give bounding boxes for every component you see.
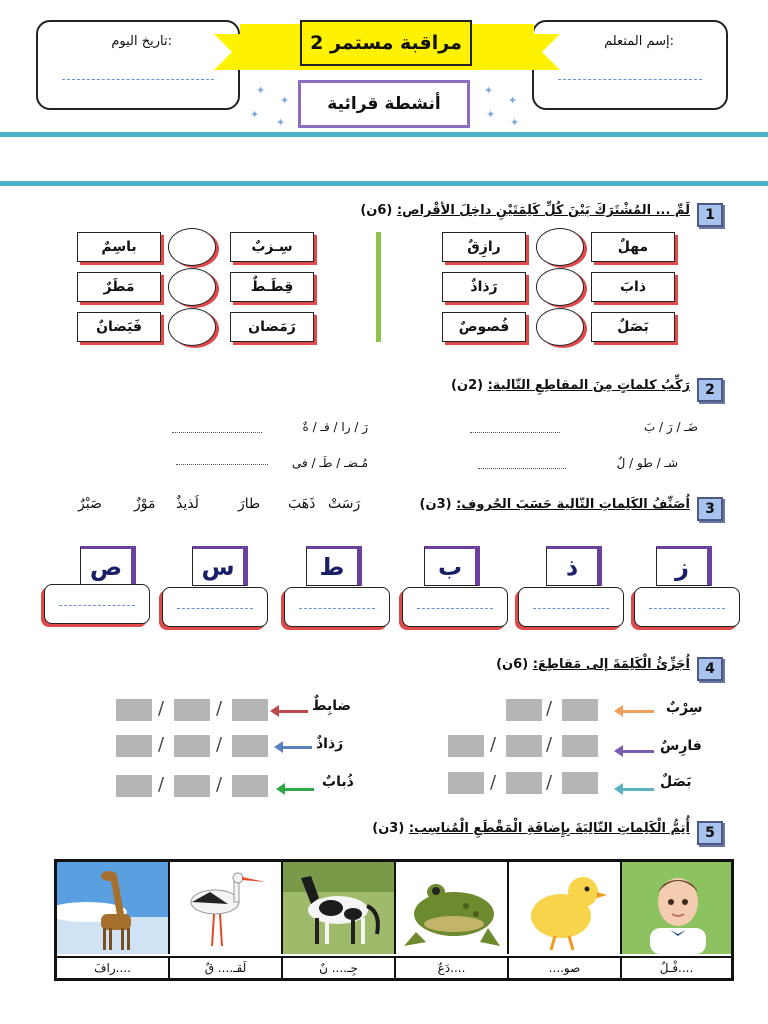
q2-syllables: ضَـ / رَ / بَ — [643, 420, 698, 434]
q1-word: مهلٌ — [591, 232, 675, 262]
q1-word: رَمَضان — [230, 312, 314, 342]
q5-number: 5 — [697, 821, 723, 845]
separator: / — [546, 734, 553, 755]
syllable-box[interactable] — [506, 699, 542, 721]
separator: / — [216, 698, 223, 719]
letter-answer-box[interactable] — [44, 584, 150, 624]
letter-answer-box[interactable] — [162, 587, 268, 627]
q4-title — [496, 657, 690, 672]
star-icon: ✦ — [276, 116, 286, 129]
q5-caption[interactable]: لَقـ.... قٌ — [170, 956, 283, 978]
q5-points: (3ن) — [372, 821, 405, 836]
arrow-icon — [282, 746, 312, 749]
q1-answer-disk[interactable] — [536, 268, 584, 306]
q4-title-text: اُجَزِّئُ الْكَلِمَةَ إلى مَقاطِعَ: — [532, 657, 690, 672]
separator: / — [546, 698, 553, 719]
q1-word: باسِمٌ — [77, 232, 161, 262]
q2-title — [451, 378, 690, 393]
star-icon: ✦ — [508, 94, 518, 107]
q5-caption[interactable]: صو.... — [509, 956, 622, 978]
q3-word: ذَهَبَ — [288, 496, 316, 512]
separator: / — [158, 698, 165, 719]
syllable-box[interactable] — [562, 735, 598, 757]
q5-caption[interactable]: جِـ.... نٌ — [283, 956, 396, 978]
frog-image — [396, 862, 509, 954]
top-band — [0, 132, 768, 137]
q5-title — [372, 821, 690, 836]
arrow-icon — [284, 788, 314, 791]
q4-word: فارِسٌ — [660, 738, 702, 754]
letter-tab: ذ — [546, 546, 602, 586]
q1-word: فُصوصٌ — [442, 312, 526, 342]
q2-title-text: رَكِّبُ كلماتٍ مِنَ المقاطِعِ التّالية: — [487, 378, 690, 393]
star-icon: ✦ — [280, 94, 290, 107]
q4-word: ضابِطٌ — [312, 698, 352, 714]
star-icon: ✦ — [486, 108, 496, 121]
letter-answer-box[interactable] — [284, 587, 390, 627]
q1-word: ذابَ — [591, 272, 675, 302]
q3-word: رَسَتْ — [328, 496, 361, 512]
letter-tab: س — [192, 546, 248, 586]
q4-number: 4 — [697, 657, 723, 681]
syllable-box[interactable] — [448, 772, 484, 794]
syllable-box[interactable] — [562, 699, 598, 721]
arrow-icon — [622, 710, 654, 713]
q1-number: 1 — [697, 203, 723, 227]
q4-word: ذُبابٌ — [322, 774, 354, 790]
q1-answer-disk[interactable] — [168, 228, 216, 266]
q3-points: (3ن) — [419, 497, 452, 512]
q1-answer-disk[interactable] — [168, 268, 216, 306]
letter-answer-box[interactable] — [518, 587, 624, 627]
chick-image — [509, 862, 622, 954]
q2-syllables: مُـضـ / طَـ / فى — [291, 456, 368, 470]
q4-word: سِرْبٌ — [666, 700, 703, 716]
date-line[interactable] — [62, 79, 214, 80]
separator: / — [216, 734, 223, 755]
syllable-box[interactable] — [174, 735, 210, 757]
q1-answer-disk[interactable] — [536, 228, 584, 266]
letter-tab: ب — [424, 546, 480, 586]
page-subtitle: أنشطة قرائية — [298, 80, 470, 128]
q1-answer-disk[interactable] — [168, 308, 216, 346]
separator: / — [158, 774, 165, 795]
q1-word: رَذاذٌ — [442, 272, 526, 302]
date-box — [36, 20, 240, 110]
star-icon: ✦ — [484, 84, 494, 97]
date-label: تاريخ اليوم: — [111, 34, 172, 49]
page-title: مراقبة مستمر 2 — [300, 20, 472, 66]
q2-number: 2 — [697, 378, 723, 402]
star-icon: ✦ — [250, 108, 260, 121]
mid-band — [0, 181, 768, 186]
q2-points: (2ن) — [451, 378, 484, 393]
q2-syllables: شـ / طو / لٌ — [616, 456, 678, 470]
q1-word: مَطَرٌ — [77, 272, 161, 302]
letter-tab: ط — [306, 546, 362, 586]
q1-divider — [376, 232, 381, 342]
syllable-box[interactable] — [232, 735, 268, 757]
name-line[interactable] — [558, 79, 702, 80]
name-label: إسم المتعلم: — [604, 34, 674, 49]
syllable-box[interactable] — [116, 735, 152, 757]
q3-word: طارَ — [238, 496, 261, 512]
letter-answer-box[interactable] — [634, 587, 740, 627]
q1-answer-disk[interactable] — [536, 308, 584, 346]
separator: / — [546, 772, 553, 793]
q4-points: (6ن) — [496, 657, 529, 672]
q1-word: رازِقٌ — [442, 232, 526, 262]
syllable-box[interactable] — [116, 775, 152, 797]
arrow-icon — [278, 710, 308, 713]
q5-caption[interactable]: ....رافَ — [57, 956, 170, 978]
arrow-icon — [622, 788, 654, 791]
q2-answer-line[interactable] — [172, 432, 262, 433]
q3-title — [420, 497, 690, 512]
q1-points: (6ن) — [360, 203, 393, 218]
horse-image — [283, 862, 396, 954]
star-icon: ✦ — [510, 116, 520, 129]
q1-word: سِـزبٌ — [230, 232, 314, 262]
q1-word: بَصَلٌ — [591, 312, 675, 342]
separator: / — [216, 774, 223, 795]
q2-answer-line[interactable] — [470, 432, 560, 433]
syllable-box[interactable] — [448, 735, 484, 757]
child-image — [622, 862, 735, 954]
syllable-box[interactable] — [562, 772, 598, 794]
syllable-box[interactable] — [232, 775, 268, 797]
syllable-box[interactable] — [174, 699, 210, 721]
q1-word: قِطَـطٌ — [230, 272, 314, 302]
q1-title — [360, 203, 690, 218]
separator: / — [490, 734, 497, 755]
q3-title-text: اُصَنِّفُ الكَلِماتِ التّالية حَسَبَ الحُروف: — [456, 497, 690, 512]
q5-caption[interactable]: ....فْـلٌ — [622, 956, 731, 978]
q3-word: مَوْزٌ — [134, 496, 156, 512]
q5-title-text: أُتِمُّ الْكَلِماتِ التّالِيَةَ بِإِضافَةِ الْمَقْطَعِ الْمُناسِب: — [408, 821, 690, 836]
q3-number: 3 — [697, 497, 723, 521]
q5-caption[interactable]: ....دَعٌ — [396, 956, 509, 978]
q4-word: رَذاذٌ — [316, 736, 344, 752]
separator: / — [158, 734, 165, 755]
letter-tab: ز — [656, 546, 712, 586]
q1-word: فَيَضانٌ — [77, 312, 161, 342]
syllable-box[interactable] — [116, 699, 152, 721]
q1-title-text: لَمِّ ... المُشْتَرَكَ بَيْنَ كُلِّ كَلِمَتَيْنِ داخِلَ الأقْراص: — [396, 203, 690, 218]
syllable-box[interactable] — [232, 699, 268, 721]
q2-syllables: رَ / را / قـ / ةٌ — [302, 420, 368, 434]
q4-word: بَصَلٌ — [660, 774, 692, 790]
giraffe-image — [57, 862, 170, 954]
star-icon: ✦ — [256, 84, 266, 97]
syllable-box[interactable] — [506, 772, 542, 794]
q2-answer-line[interactable] — [478, 468, 566, 469]
letter-tab: ص — [80, 546, 136, 586]
name-box — [532, 20, 728, 110]
letter-answer-box[interactable] — [402, 587, 508, 627]
syllable-box[interactable] — [506, 735, 542, 757]
picture-strip — [54, 859, 734, 981]
separator: / — [490, 772, 497, 793]
q3-word: لَذيذٌ — [176, 496, 199, 512]
q3-word: صَبْرٌ — [78, 496, 102, 512]
syllable-box[interactable] — [174, 775, 210, 797]
stork-image — [170, 862, 283, 954]
q2-answer-line[interactable] — [176, 464, 268, 465]
arrow-icon — [622, 750, 654, 753]
